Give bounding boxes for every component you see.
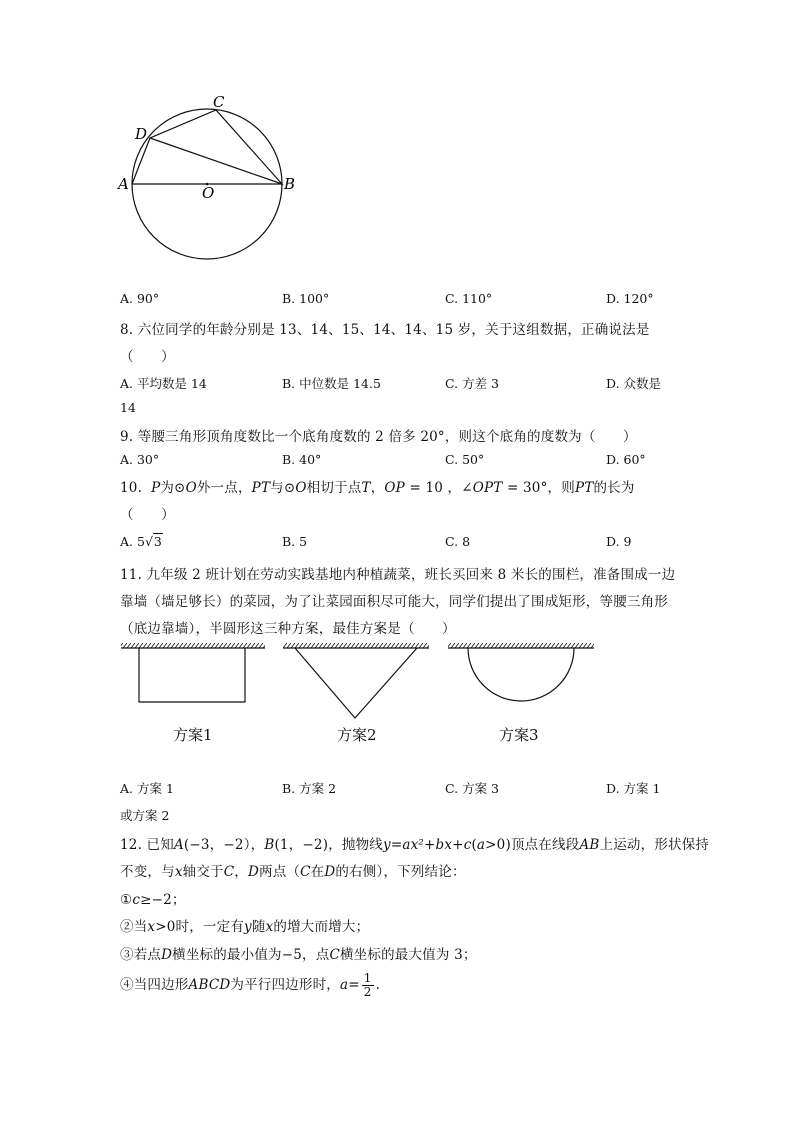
q11-stem-line1: 11. 九年级 2 班计划在劳动实践基地内种植蔬菜，班长买回来 8 米长的围栏，准备围成一边 bbox=[120, 567, 676, 583]
q12-point-b: B bbox=[264, 837, 275, 853]
point-o-label: O bbox=[202, 184, 215, 202]
q10-angle-opt: OPT bbox=[472, 480, 503, 496]
q12-point-d: D bbox=[324, 864, 336, 880]
plan2-caption: 方案2 bbox=[337, 726, 377, 744]
plan3-caption: 方案3 bbox=[499, 726, 539, 744]
q12-point-d: D bbox=[161, 947, 173, 963]
q12-var-x: x bbox=[147, 919, 156, 935]
q12-text: ③若点 bbox=[120, 947, 162, 963]
q12-point-c: C bbox=[329, 947, 340, 963]
q11-option-d-wrap: 或方案 2 bbox=[120, 808, 170, 823]
q11-stem-line2: 靠墙（墙足够长）的菜园，为了让菜园面积尽可能大，同学们提出了围成矩形，等腰三角形 bbox=[120, 594, 668, 610]
q12-text: 随 bbox=[251, 919, 266, 935]
q8-option-d[interactable]: D. 众数是 bbox=[606, 376, 662, 391]
q12-text: 轴交于 bbox=[182, 864, 224, 880]
q12-stem-line2 bbox=[120, 860, 466, 880]
q12-text: . bbox=[375, 977, 381, 993]
point-b-label: B bbox=[284, 175, 296, 193]
q10-segment-pt-2: PT bbox=[574, 480, 594, 496]
q12-text: 横坐标的最小值为−5，点 bbox=[172, 947, 330, 963]
circle-figure bbox=[110, 90, 310, 270]
q10-segment-pt: PT bbox=[251, 480, 271, 496]
q7-option-b[interactable]: B. 100° bbox=[282, 291, 330, 306]
fraction-numerator: 1 bbox=[363, 971, 372, 985]
q12-var-x: x bbox=[174, 864, 183, 880]
q10-option-a-radicand: 3 bbox=[153, 534, 162, 549]
q11-option-a[interactable]: A. 方案 1 bbox=[120, 781, 174, 796]
q12-var-y: y bbox=[244, 919, 252, 935]
q7-option-c[interactable]: C. 110° bbox=[445, 291, 493, 306]
q12-text: ④当四边形 bbox=[120, 977, 189, 993]
q12-text: ≥−2； bbox=[140, 892, 186, 908]
q12-quadrilateral-abcd: ABCD bbox=[188, 977, 231, 993]
q12-text: = bbox=[348, 977, 360, 993]
q10-point-p: P bbox=[151, 480, 161, 496]
q9-option-c[interactable]: C. 50° bbox=[445, 452, 485, 467]
q12-text: 两点（ bbox=[259, 864, 301, 880]
point-d-label: D bbox=[135, 125, 148, 143]
q9-option-a[interactable]: A. 30° bbox=[120, 452, 160, 467]
q12-text: 为平行四边形时， bbox=[230, 977, 340, 993]
q12-text: (−3，−2）， bbox=[183, 837, 265, 853]
fence-plans-figure bbox=[115, 638, 605, 728]
q9-option-b[interactable]: B. 40° bbox=[282, 452, 322, 467]
q11-option-b[interactable]: B. 方案 2 bbox=[282, 781, 337, 796]
q12-point-c: C bbox=[223, 864, 235, 880]
q8-option-a[interactable]: A. 平均数是 14 bbox=[120, 376, 207, 391]
q10-stem bbox=[120, 476, 635, 496]
q11-option-c[interactable]: C. 方案 3 bbox=[445, 781, 499, 796]
q10-circle-o: O bbox=[185, 480, 197, 496]
q10-number: 10. bbox=[120, 480, 143, 496]
q12-var-a: a bbox=[339, 977, 349, 993]
q12-var-a: a bbox=[476, 837, 486, 853]
q10-point-t: T bbox=[361, 480, 371, 496]
q8-stem-cont: （ ） bbox=[120, 349, 175, 365]
q11-stem-line3: （底边靠墙），半圆形这三种方案，最佳方案是（ ） bbox=[120, 621, 456, 637]
q12-text: 横坐标的最大值为 3； bbox=[339, 947, 477, 963]
plan1-caption: 方案1 bbox=[173, 726, 213, 744]
q12-var-x: x bbox=[265, 919, 274, 935]
q12-text: 12. 已知 bbox=[120, 837, 174, 853]
q12-statement-4 bbox=[120, 972, 380, 999]
q12-text: 不变，与 bbox=[120, 864, 175, 880]
q10-text-1: 为⊙ bbox=[160, 480, 186, 496]
q12-text: 的增大而增大； bbox=[273, 919, 370, 935]
q10-text-4: 相切于点 bbox=[306, 480, 362, 496]
q12-point-a: A bbox=[173, 837, 184, 853]
fraction bbox=[362, 972, 374, 999]
q8-option-b[interactable]: B. 中位数是 14.5 bbox=[282, 376, 381, 391]
sqrt-icon: √ bbox=[144, 534, 153, 549]
q12-segment-ab: AB bbox=[579, 837, 600, 853]
q8-stem: 8. 六位同学的年龄分别是 13、14、15、14、14、15 岁，关于这组数据，正确说法是 bbox=[120, 322, 650, 338]
q12-var-c: c bbox=[132, 892, 141, 908]
q10-option-a[interactable] bbox=[120, 534, 163, 549]
q12-point-c: C bbox=[300, 864, 311, 880]
point-c-label: C bbox=[213, 93, 225, 111]
q10-text-7: = 30°，则 bbox=[502, 480, 575, 496]
fraction-denominator: 2 bbox=[363, 985, 372, 999]
q10-option-c[interactable]: C. 8 bbox=[445, 534, 471, 549]
q12-statement-2 bbox=[120, 915, 369, 935]
point-a-label: A bbox=[118, 175, 129, 193]
q12-parabola-equation: y=ax²+bx+c bbox=[383, 837, 472, 853]
q7-option-a[interactable]: A. 90° bbox=[120, 291, 160, 306]
q12-statement-3 bbox=[120, 943, 477, 963]
q10-option-b[interactable]: B. 5 bbox=[282, 534, 308, 549]
q10-stem-cont: （ ） bbox=[120, 507, 175, 523]
q10-text-8: 的长为 bbox=[593, 480, 635, 496]
q7-option-d[interactable]: D. 120° bbox=[606, 291, 654, 306]
q10-segment-op: OP bbox=[384, 480, 405, 496]
q8-option-c[interactable]: C. 方差 3 bbox=[445, 376, 499, 391]
q12-point-d: D bbox=[247, 864, 260, 880]
q10-text-3: 与⊙ bbox=[270, 480, 296, 496]
q10-text-2: 外一点， bbox=[196, 480, 252, 496]
q12-text: (1，−2)，抛物线 bbox=[274, 837, 383, 853]
q12-text: 在 bbox=[310, 864, 325, 880]
q10-option-d[interactable]: D. 9 bbox=[606, 534, 632, 549]
q12-text: 上运动，形状保持 bbox=[599, 837, 710, 853]
q12-text: 的右侧），下列结论： bbox=[335, 864, 466, 880]
q12-text: ① bbox=[120, 892, 133, 908]
q12-text: ， bbox=[234, 864, 248, 880]
q12-text: >0时，一定有 bbox=[155, 919, 245, 935]
q12-text: >0)顶点在线段 bbox=[485, 837, 580, 853]
q10-option-a-prefix: A. 5 bbox=[120, 534, 145, 549]
q8-option-d-wrap: 14 bbox=[120, 400, 136, 415]
q12-text: ②当 bbox=[120, 919, 148, 935]
q12-statement-1 bbox=[120, 888, 186, 908]
q9-option-d[interactable]: D. 60° bbox=[606, 452, 646, 467]
q12-stem-line1 bbox=[120, 833, 709, 853]
q12-text: ( bbox=[471, 837, 477, 853]
q11-option-d[interactable]: D. 方案 1 bbox=[606, 781, 661, 796]
q10-text-5: ， bbox=[370, 480, 385, 496]
q9-stem: 9. 等腰三角形顶角度数比一个底角度数的 2 倍多 20°，则这个底角的度数为（ ） bbox=[120, 429, 637, 445]
q10-text-6: = 10 ，∠ bbox=[404, 480, 473, 496]
q10-circle-o-2: O bbox=[295, 480, 307, 496]
